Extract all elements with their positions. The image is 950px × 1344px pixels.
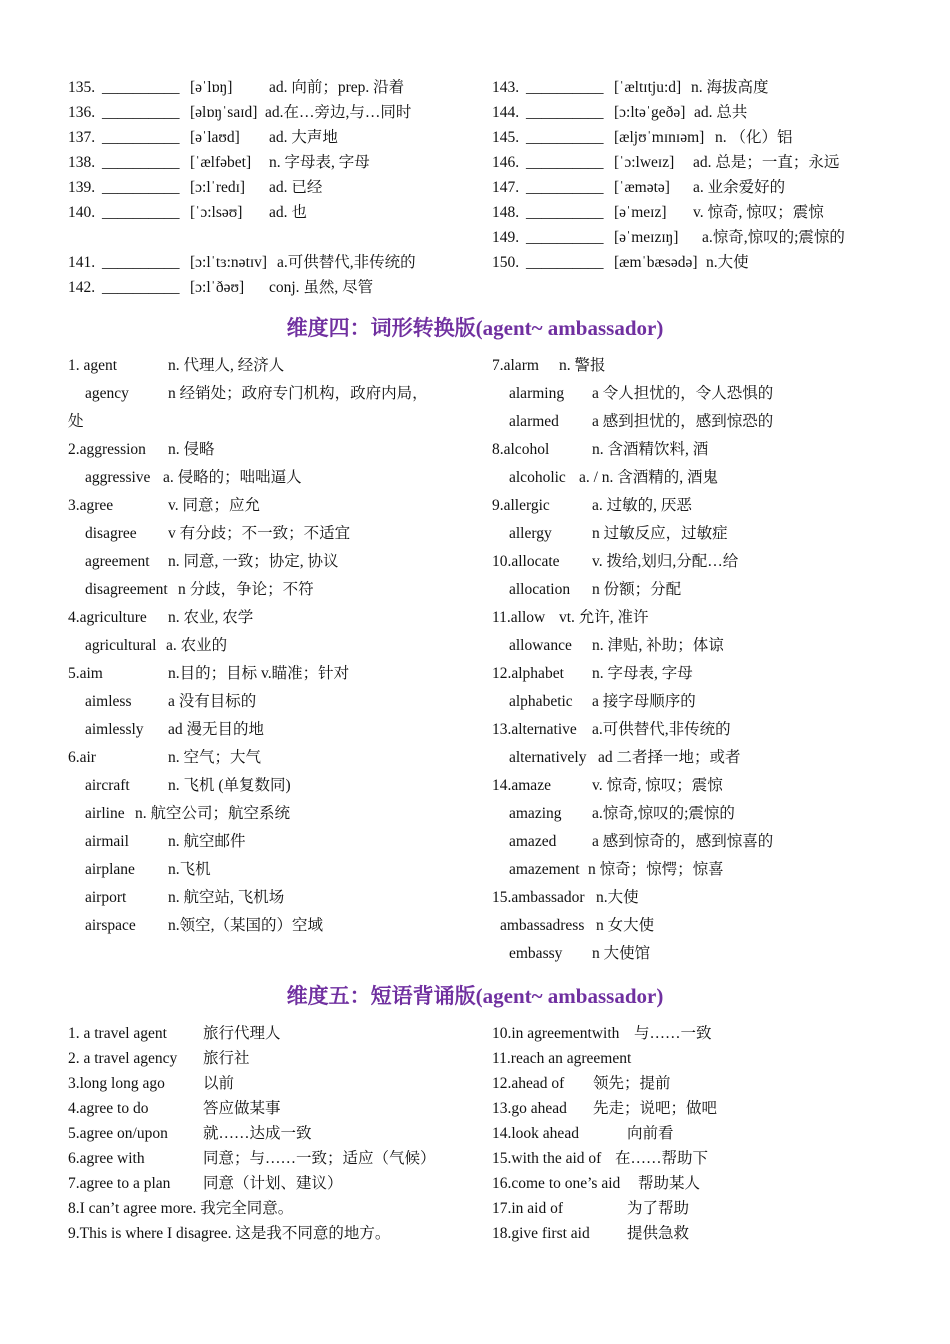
word-definition: v. 拨给,划归,分配…给 <box>592 553 739 570</box>
word: 3.agree <box>68 497 114 514</box>
word: aimlessly <box>85 721 144 738</box>
phrase: 16.come to one’s aid <box>492 1175 621 1192</box>
vocab-blank: __________ <box>102 254 180 271</box>
word: agricultural <box>85 637 157 654</box>
word: agreement <box>85 553 150 570</box>
vocab-pronunciation: [æljʊˈmɪnɪəm] <box>614 129 705 146</box>
vocab-number: 150. <box>492 254 520 271</box>
vocab-blank: __________ <box>102 79 180 96</box>
word: 处 <box>68 413 84 430</box>
vocab-number: 138. <box>68 154 96 171</box>
phrases-right-column <box>492 1024 892 1244</box>
phrase: 14.look ahead <box>492 1125 579 1142</box>
word-definition: n. 空气；大气 <box>168 749 262 766</box>
word-definition: ad 二者择一地；或者 <box>598 749 741 766</box>
word: 4.agriculture <box>68 609 147 626</box>
word-definition: a.惊奇,惊叹的;震惊的 <box>592 805 735 822</box>
vocab-number: 142. <box>68 279 96 296</box>
vocab-blank: __________ <box>102 129 180 146</box>
phrase: 1. a travel agent <box>68 1025 167 1042</box>
vocab-definition: ad. 总是；一直；永远 <box>693 154 840 171</box>
word-definition: n. 航空邮件 <box>168 833 246 850</box>
phrase-meaning: 提供急救 <box>627 1225 690 1242</box>
vocab-definition: a. 业余爱好的 <box>693 179 786 196</box>
vocab-number: 148. <box>492 204 520 221</box>
vocab-definition: ad. 也 <box>269 204 307 221</box>
vocab-definition: ad. 大声地 <box>269 129 338 146</box>
word: 12.alphabet <box>492 665 564 682</box>
vocab-pronunciation: [æmˈbæsədə] <box>614 254 698 271</box>
word: alcoholic <box>509 469 566 486</box>
word-definition: n 经销处；政府专门机构，政府内局， <box>168 385 428 402</box>
word-definition: n 分歧，争论；不符 <box>178 581 314 598</box>
word-definition: n. 字母表, 字母 <box>592 665 693 682</box>
section-four-heading: 维度四：词形转换版(agent~ ambassador) <box>286 316 664 340</box>
phrase: 18.give first aid <box>492 1225 590 1242</box>
word-forms-right-column <box>492 356 912 966</box>
phrase: 12.ahead of <box>492 1075 565 1092</box>
word-definition: a. 过敏的, 厌恶 <box>592 497 692 514</box>
vocab-pronunciation: [ɔ:lˈtɜ:nətɪv] <box>190 254 268 271</box>
word-definition: n 惊奇；惊愕；惊喜 <box>588 861 724 878</box>
vocab-number: 146. <box>492 154 520 171</box>
word-definition: n.大使 <box>596 889 639 906</box>
phrase: 4.agree to do <box>68 1100 149 1117</box>
vocab-definition: ad. 已经 <box>269 179 323 196</box>
vocab-number: 140. <box>68 204 96 221</box>
word-definition: n 过敏反应，过敏症 <box>592 525 728 542</box>
vocab-number: 141. <box>68 254 96 271</box>
word: 7.alarm <box>492 357 539 374</box>
vocab-number: 136. <box>68 104 96 121</box>
phrases-left-column <box>68 1024 478 1244</box>
word-definition: n.领空,（某国的）空域 <box>168 917 324 934</box>
vocab-number: 144. <box>492 104 520 121</box>
vocab-right-column <box>492 78 892 278</box>
phrase-meaning: 答应做某事 <box>203 1100 281 1117</box>
word-definition: v 有分歧；不一致；不适宜 <box>168 525 351 542</box>
word: airline <box>85 805 125 822</box>
word: 10.allocate <box>492 553 560 570</box>
vocab-number: 135. <box>68 79 96 96</box>
vocab-definition: n. 海拔高度 <box>691 79 769 96</box>
word: amazement <box>509 861 580 878</box>
phrase-meaning: 领先；提前 <box>593 1075 671 1092</box>
vocab-number: 137. <box>68 129 96 146</box>
vocab-pronunciation: [ɔ:lˈredɪ] <box>190 179 246 196</box>
vocab-pronunciation: [ˈælfəbet] <box>190 154 252 171</box>
phrase-meaning: 同意；与……一致；适应（气候） <box>203 1150 436 1167</box>
phrase-meaning: 先走；说吧；做吧 <box>593 1100 718 1117</box>
vocab-blank: __________ <box>102 279 180 296</box>
word-definition: n. 同意, 一致；协定, 协议 <box>168 553 339 570</box>
word: amazing <box>509 805 562 822</box>
word: 15.ambassador <box>492 889 585 906</box>
word-definition: n 大使馆 <box>592 945 651 962</box>
word-definition: n. 代理人, 经济人 <box>168 357 285 374</box>
vocab-definition: conj. 虽然, 尽管 <box>269 279 374 296</box>
vocab-blank: __________ <box>102 204 180 221</box>
word-definition: n.目的；目标 v.瞄准；针对 <box>168 665 350 682</box>
vocab-definition: a.可供替代,非传统的 <box>277 254 416 271</box>
vocab-blank: __________ <box>526 129 604 146</box>
word: disagree <box>85 525 137 542</box>
phrase-meaning: 与……一致 <box>634 1025 712 1042</box>
word: airport <box>85 889 127 906</box>
vocab-blank: __________ <box>526 154 604 171</box>
word: airplane <box>85 861 135 878</box>
vocab-pronunciation: [əˈmeɪz] <box>614 204 667 221</box>
vocab-pronunciation: [ˈɔ:lweɪz] <box>614 154 675 171</box>
vocab-definition: v. 惊奇, 惊叹；震惊 <box>693 204 824 221</box>
phrase: 7.agree to a plan <box>68 1175 171 1192</box>
word-definition: vt. 允许, 准许 <box>559 609 649 626</box>
word-definition: a. 农业的 <box>166 637 228 654</box>
word: disagreement <box>85 581 168 598</box>
phrase-meaning: 旅行代理人 <box>203 1025 281 1042</box>
word: 11.allow <box>492 609 546 626</box>
vocab-definition: n. 字母表, 字母 <box>269 154 370 171</box>
word-definition: a 感到担忧的，感到惊恐的 <box>592 413 774 430</box>
section-five-heading: 维度五：短语背诵版(agent~ ambassador) <box>286 984 664 1008</box>
word-definition: n.飞机 <box>168 861 211 878</box>
word: ambassadress <box>500 917 585 934</box>
word-forms-left-column <box>68 356 478 946</box>
vocab-blank: __________ <box>102 179 180 196</box>
phrase-meaning: 向前看 <box>627 1125 674 1142</box>
phrase-meaning: 旅行社 <box>203 1050 250 1067</box>
word: 13.alternative <box>492 721 577 738</box>
word: airmail <box>85 833 129 850</box>
phrase: 8.I can’t agree more. 我完全同意。 <box>68 1200 294 1217</box>
vocab-number: 147. <box>492 179 520 196</box>
vocab-pronunciation: [əlɒŋˈsaɪd] <box>190 104 258 121</box>
word: allergy <box>509 525 552 542</box>
phrase: 10.in agreementwith <box>492 1025 620 1042</box>
phrase: 2. a travel agency <box>68 1050 178 1067</box>
vocab-pronunciation: [əˈlaʊd] <box>190 129 240 146</box>
word-definition: n. 含酒精饮料, 酒 <box>592 441 709 458</box>
vocab-pronunciation: [ˈæltɪtju:d] <box>614 79 682 96</box>
vocab-pronunciation: [ˈɔ:lsəʊ] <box>190 204 243 221</box>
vocab-pronunciation: [ˈæmətə] <box>614 179 670 196</box>
vocab-blank: __________ <box>526 254 604 271</box>
phrase: 11.reach an agreement <box>492 1050 632 1067</box>
word: 2.aggression <box>68 441 146 458</box>
phrase-meaning: 以前 <box>203 1075 235 1092</box>
word-definition: a.可供替代,非传统的 <box>592 721 731 738</box>
word: 14.amaze <box>492 777 551 794</box>
phrase: 3.long long ago <box>68 1075 165 1092</box>
word-definition: n. 津贴, 补助；体谅 <box>592 637 724 654</box>
vocab-blank: __________ <box>526 79 604 96</box>
word: alarmed <box>509 413 559 430</box>
vocab-definition: n.大使 <box>706 254 749 271</box>
phrase-meaning: 为了帮助 <box>627 1200 690 1217</box>
phrase: 6.agree with <box>68 1150 145 1167</box>
word-definition: n 女大使 <box>596 917 655 934</box>
word: alphabetic <box>509 693 573 710</box>
vocab-blank: __________ <box>102 154 180 171</box>
word: embassy <box>509 945 563 962</box>
vocab-left-column <box>68 78 468 298</box>
vocab-definition: ad. 总共 <box>694 104 748 121</box>
vocab-definition: n. （化）铝 <box>715 129 793 146</box>
phrase-meaning: 帮助某人 <box>638 1175 701 1192</box>
word-definition: n. 航空公司；航空系统 <box>135 805 291 822</box>
vocab-number: 139. <box>68 179 96 196</box>
vocab-blank: __________ <box>526 104 604 121</box>
vocab-number: 149. <box>492 229 520 246</box>
word-definition: a 没有目标的 <box>168 693 257 710</box>
phrase-meaning: 在……帮助下 <box>615 1150 709 1167</box>
word-definition: v. 同意；应允 <box>168 497 260 514</box>
vocab-definition: ad.在…旁边,与…同时 <box>265 104 412 121</box>
word: amazed <box>509 833 557 850</box>
word: allowance <box>509 637 572 654</box>
word-definition: n. 侵略 <box>168 441 215 458</box>
phrase-meaning: 同意（计划、建议） <box>203 1175 343 1192</box>
word-definition: a. 侵略的；咄咄逼人 <box>163 469 302 486</box>
vocab-blank: __________ <box>526 179 604 196</box>
word: aggressive <box>85 469 151 486</box>
vocab-number: 143. <box>492 79 520 96</box>
vocab-blank: __________ <box>526 204 604 221</box>
phrase: 5.agree on/upon <box>68 1125 168 1142</box>
phrase-meaning: 就……达成一致 <box>203 1125 312 1142</box>
phrase: 15.with the aid of <box>492 1150 602 1167</box>
word-definition: n. 飞机 (单复数同) <box>168 777 291 794</box>
word: airspace <box>85 917 136 934</box>
word-definition: n 份额；分配 <box>592 581 682 598</box>
vocab-definition: ad. 向前；prep. 沿着 <box>269 79 405 96</box>
word: alternatively <box>509 749 587 766</box>
word-definition: a 接字母顺序的 <box>592 693 696 710</box>
word-definition: ad 漫无目的地 <box>168 721 265 738</box>
phrase: 17.in aid of <box>492 1200 564 1217</box>
word: aircraft <box>85 777 130 794</box>
phrase: 13.go ahead <box>492 1100 567 1117</box>
word: 1. agent <box>68 357 118 374</box>
word: 6.air <box>68 749 96 766</box>
phrase: 9.This is where I disagree. 这是我不同意的地方。 <box>68 1225 391 1242</box>
word: agency <box>85 385 129 402</box>
vocab-pronunciation: [ɔ:lˈðəʊ] <box>190 279 245 296</box>
word-definition: n. 农业, 农学 <box>168 609 254 626</box>
vocab-number: 145. <box>492 129 520 146</box>
vocab-pronunciation: [əˈmeɪzɪŋ] <box>614 229 679 246</box>
word: alarming <box>509 385 565 402</box>
word-definition: v. 惊奇, 惊叹；震惊 <box>592 777 723 794</box>
word: 5.aim <box>68 665 103 682</box>
word-definition: a. / n. 含酒精的, 酒鬼 <box>579 469 719 486</box>
word-definition: a 感到惊奇的，感到惊喜的 <box>592 833 774 850</box>
vocab-blank: __________ <box>102 104 180 121</box>
word-definition: a 令人担忧的，令人恐惧的 <box>592 385 774 402</box>
word: aimless <box>85 693 132 710</box>
vocab-blank: __________ <box>526 229 604 246</box>
word: 8.alcohol <box>492 441 550 458</box>
vocab-pronunciation: [ɔ:ltəˈgeðə] <box>614 104 686 121</box>
vocab-definition: a.惊奇,惊叹的;震惊的 <box>702 229 845 246</box>
vocab-pronunciation: [əˈlɒŋ] <box>190 79 233 96</box>
word-definition: n. 警报 <box>559 357 606 374</box>
word-definition: n. 航空站, 飞机场 <box>168 889 285 906</box>
word: allocation <box>509 581 571 598</box>
word: 9.allergic <box>492 497 550 514</box>
